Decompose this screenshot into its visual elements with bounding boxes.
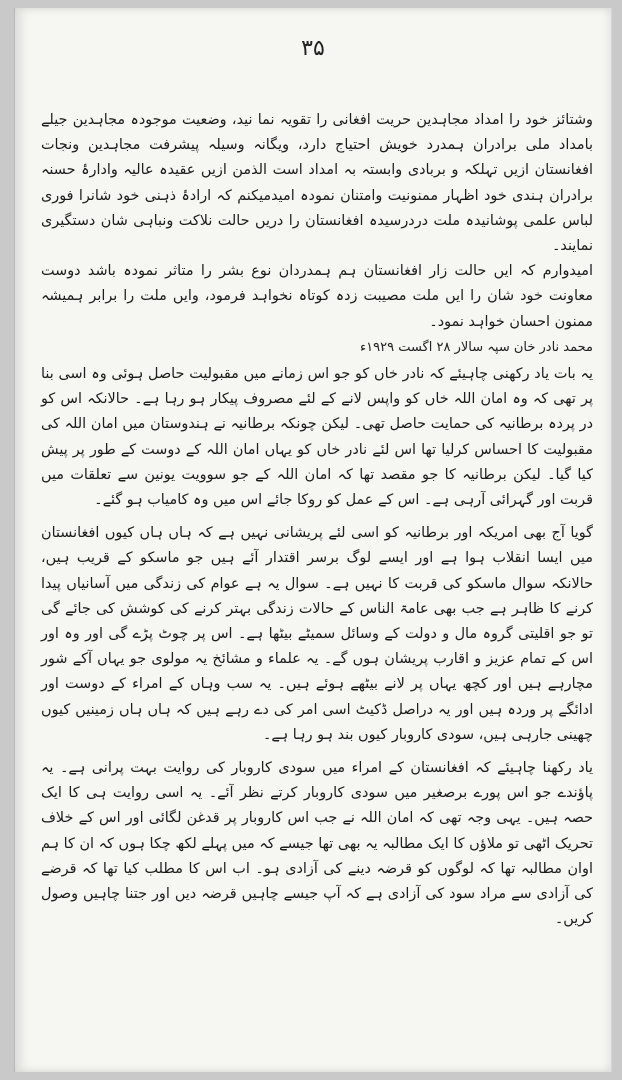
letter-signature: محمد نادر خان سپہ سالار ۲۸ اگست ۱۹۲۹ء (360, 339, 593, 355)
paragraph-nadir-khan: یہ بات یاد رکھنی چاہیئے کہ نادر خاں کو جو اس زمانے میں مقبولیت حاصل ہوئی وہ اسی بنا پر تھی کہ وہ امان اللہ خاں کو واپس لانے کے لئے مصروف پیکار ہو رہا ہے۔ حالانکہ اس کو در پردہ برطانیہ کی حمایت حاصل تھی۔ لیکن چونکہ برطانیہ نے ہندوستان میں امان اللہ کی مقبولیت کا احساس کرلیا تھا اس لئے نادر خاں کو یہاں امان اللہ کے دوست کے طور پر پیش کیا گیا۔ لیکن برطانیہ کا جو مقصد تھا کہ امان اللہ کے جو سوویت یونین سے تعلقات میں قربت اور گہرائی آرہی ہے۔ اس کے عمل کو روکا جائے اس میں وہ کامیاب ہو گئے۔ (41, 366, 593, 509)
book-page (14, 8, 612, 1072)
page-number: ۳۵ (301, 36, 325, 61)
letter-closing: امیدوارم کہ ایں حالت زار افغانستان ہم ہمدردان نوع بشر را متاثر نمودہ باشد دوست معاونت خود شان را ایں ملت مصیبت زدہ کوتاہ نخواہد فرمود، وایں ملت را برابر ہمیشہ ممنون احسان خواہد نمود۔ (41, 263, 593, 330)
page-text (41, 108, 593, 933)
letter-body: وشتائز خود را امداد مجاہدین حریت افغانی را تقویہ نما نید، وضعیت موجودہ مجاہدین جیلے بامداد ملی برادران ہمدرد خویش احتیاج دارد، ویگانہ وسیلہ پیشرفت مجاہدین ونجات افغانستان ازیں تہلکہ و بربادی وابستہ بہ امداد است الذمن ازیں عقیدہ عالیہ وادارۂ حسنہ برادران ہندی خود اظہار ممنونیت وامتنان نمودہ امیدمیکنم کہ ارادۂ ذہنی خود شانرا فوری لباس علمی پوشانیدہ ملت دردرسیدہ افغانستان را دریں حالت نلاکت ونباہی شان دستگیری نمایند۔ (41, 112, 593, 255)
paragraph-america-britain: گویا آج بھی امریکہ اور برطانیہ کو اسی لئے پریشانی نہیں ہے کہ ہاں ہاں کیوں افغانستان میں ایسا انقلاب ہوا ہے اور ایسے لوگ برسر اقتدار آئے ہیں جو ماسکو کے قریب ہیں، حالانکہ سوال ماسکو کی قربت کا نہیں ہے۔ سوال یہ ہے عوام کی زندگی میں آسانیاں پیدا کرنے کا ظاہر ہے جب بھی عامۃ الناس کے حالات زندگی بہتر کرنے کی کوشش کی جائے گی تو جو اقلیتی گروہ مال و دولت کے وسائل سمیٹے بیٹھا ہے۔ اس پر چوٹ پڑے گی اور وہ اور اس کے تمام عزیز و اقارب پریشان ہوں گے۔ یہ علماء و مشائخ یہ مولوی جو یہاں آکے شور مچارہے ہیں اور کچھ یہاں پر لانے بیٹھے ہوئے ہیں۔ یہ سب وہاں کے امراء کے دوست اور ادائگے پر وردہ ہیں اور یہ دراصل ڈکیٹ اسی امر کی دے رہے ہیں کہ ہاں ہاں زمینیں کیوں چھینی جارہی ہیں، سودی کاروبار کیوں بند ہو رہا ہے۔ (41, 525, 593, 743)
paragraph-usury-tradition: یاد رکھنا چاہیئے کہ افغانستان کے امراء میں سودی کاروبار کی روایت بہت پرانی ہے۔ یہ پاؤندے جو اس پورے برصغیر میں سودی کاروبار کرتے نظر آئے۔ یہ اسی روایت ہی کا ایک حصہ ہیں۔ یہی وجہ تھی کہ امان اللہ نے جب اس کاروبار پر قدغن لگائی اور اس کے خلاف تحریک اٹھی تو ملاؤں کا ایک مطالبہ یہ بھی تھا جیسے کہ میں پہلے لکھ چکا ہوں کہ ان کا ہم اوان مطالبہ تھا کہ لوگوں کو قرضہ دینے کی آزادی ہو۔ اب اس کا مطلب کیا تھا کہ قرضے کی آزادی سے مراد سود کی آزادی ہے کہ آپ جیسے چاہیں قرضہ دیں اور جتنا چاہیں وصول کریں۔ (41, 760, 593, 928)
